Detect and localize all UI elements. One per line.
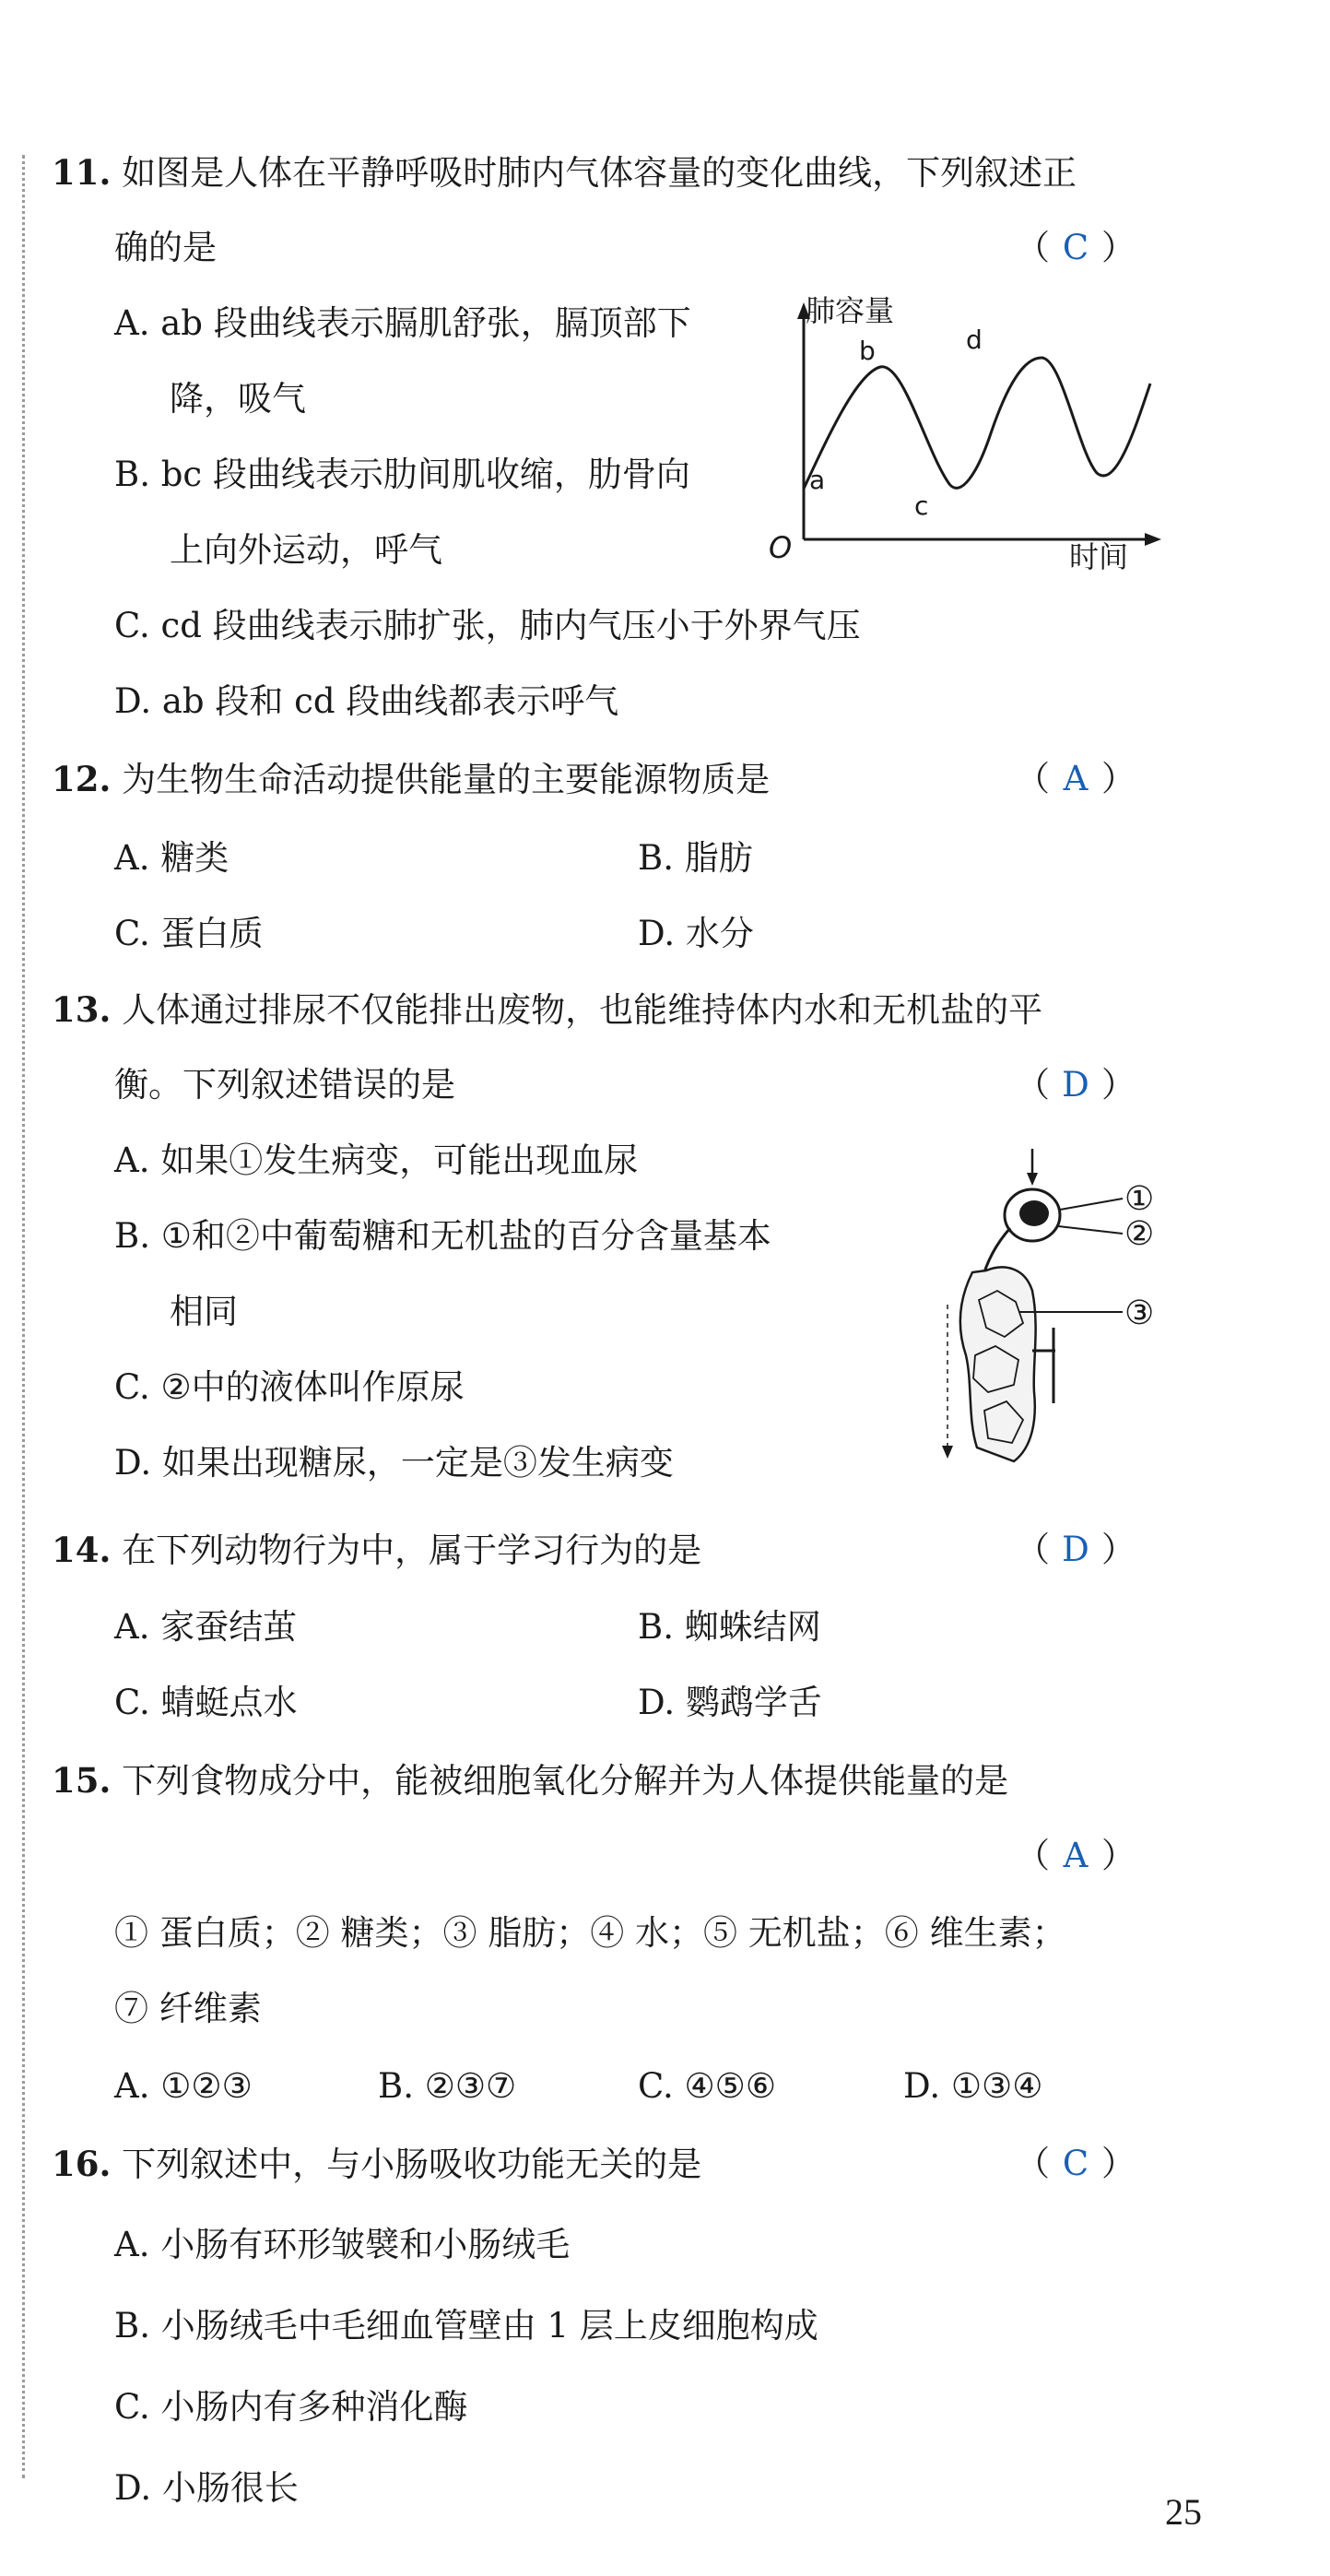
q15-answer-blank: （ A ） — [1016, 1833, 1136, 1879]
q13-option-b-line-1: B. ①和②中葡萄糖和无机盐的百分含量基本 — [114, 1216, 771, 1256]
q15-items-line-2: ⑦ 纤维素 — [114, 1989, 262, 2028]
q11-answer-blank: （ C ） — [1016, 225, 1136, 271]
q14-option-d: D. 鹦鹉学舌 — [638, 1683, 822, 1722]
glomerulus — [1019, 1200, 1049, 1226]
q12-stem-line-1: 12. 为生物生命活动提供能量的主要能源物质是 — [52, 759, 771, 799]
q12-option-d: D. 水分 — [638, 914, 754, 953]
q11-option-a-line-2: 降，吸气 — [170, 379, 306, 419]
q16-number: 16. — [52, 2144, 112, 2184]
q11-stem-text-1: 如图是人体在平静呼吸时肺内气体容量的变化曲线，下列叙述正 — [122, 153, 1077, 193]
label-2-leader — [1058, 1226, 1123, 1234]
q13-option-b-line-2: 相同 — [170, 1292, 238, 1331]
q15-option-c: C. ④⑤⑥ — [638, 2066, 777, 2106]
label-1: ① — [1124, 1180, 1155, 1218]
q11-stem-line-1 — [52, 149, 1077, 196]
point-a-label: a — [809, 465, 826, 495]
q14-option-a: A. 家蚕结茧 — [114, 1607, 298, 1647]
q13-option-c: C. ②中的液体叫作原尿 — [114, 1367, 465, 1407]
lung-volume-curve — [804, 358, 1150, 489]
q14-answer-blank: （ D ） — [1016, 1527, 1136, 1573]
x-axis-label: 时间 — [1069, 539, 1129, 574]
q14-option-b: B. 蜘蛛结网 — [638, 1607, 821, 1647]
q11-option-a-line-1: A. ab 段曲线表示膈肌舒张，膈顶部下 — [114, 303, 691, 343]
q12-option-c: C. 蛋白质 — [114, 914, 264, 953]
q16-answer: C — [1062, 2144, 1089, 2183]
binding-margin-line — [22, 155, 25, 2478]
q11-option-d: D. ab 段和 cd 段曲线都表示呼气 — [114, 681, 619, 721]
point-c-label: c — [914, 490, 929, 521]
q16-option-c: C. 小肠内有多种消化酶 — [114, 2387, 468, 2427]
q14-stem-line-1: 14. 在下列动物行为中，属于学习行为的是 — [52, 1530, 702, 1570]
q13-stem-line-2: 衡。下列叙述错误的是 — [114, 1065, 455, 1105]
q13-option-a: A. 如果①发生病变，可能出现血尿 — [114, 1140, 639, 1180]
y-axis-label: 肺容量 — [806, 295, 895, 328]
q15-answer: A — [1063, 1836, 1089, 1875]
label-2: ② — [1124, 1215, 1155, 1253]
q13-option-d: D. 如果出现糖尿，一定是③发生病变 — [114, 1443, 674, 1483]
q14-option-c: C. 蜻蜓点水 — [114, 1683, 298, 1722]
q16-answer-blank: （ C ） — [1016, 2141, 1136, 2187]
x-axis-arrow — [1145, 533, 1161, 546]
q15-stem-line-1: 15. 下列食物成分中，能被细胞氧化分解并为人体提供能量的是 — [52, 1760, 1009, 1801]
q13-answer: D — [1062, 1065, 1089, 1105]
lung-volume-curve-figure — [765, 295, 1171, 581]
q12-option-a: A. 糖类 — [114, 838, 230, 878]
q16-stem-line-1: 16. 下列叙述中，与小肠吸收功能无关的是 — [52, 2144, 702, 2184]
label-1-leader — [1060, 1199, 1123, 1210]
q11-option-c: C. cd 段曲线表示肺扩张，肺内气压小于外界气压 — [114, 606, 861, 645]
point-b-label: b — [859, 336, 876, 366]
q13-stem-line-1: 13. 人体通过排尿不仅能排出废物，也能维持体内水和无机盐的平 — [52, 989, 1043, 1030]
q15-option-a: A. ①②③ — [114, 2066, 253, 2106]
page-number: 25 — [1165, 2491, 1202, 2533]
q13-number: 13. — [52, 989, 112, 1030]
q12-answer: A — [1063, 759, 1089, 798]
q14-answer: D — [1062, 1530, 1089, 1569]
q16-option-d: D. 小肠很长 — [114, 2468, 299, 2508]
q14-number: 14. — [52, 1530, 112, 1570]
q15-items-line-1: ① 蛋白质；② 糖类；③ 脂肪；④ 水；⑤ 无机盐；⑥ 维生素； — [114, 1913, 1066, 1953]
q11-option-b-line-2: 上向外运动，呼气 — [170, 530, 442, 570]
q12-answer-blank: （ A ） — [1016, 756, 1136, 802]
q15-number: 15. — [52, 1760, 112, 1801]
nephron-diagram — [931, 1143, 1207, 1484]
q15-option-b: B. ②③⑦ — [378, 2066, 517, 2106]
q16-option-b: B. 小肠绒毛中毛细血管壁由 1 层上皮细胞构成 — [114, 2306, 818, 2346]
urine-flow-arrow — [942, 1446, 953, 1459]
q12-number: 12. — [52, 759, 112, 799]
afferent-arrow-head — [1027, 1173, 1038, 1186]
label-3: ③ — [1124, 1294, 1155, 1332]
origin-label: O — [769, 530, 793, 565]
q12-option-b: B. 脂肪 — [638, 838, 753, 878]
q11-option-b-line-1: B. bc 段曲线表示肋间肌收缩，肋骨向 — [114, 455, 690, 494]
q11-stem-line-2: 确的是 — [114, 228, 217, 267]
q13-answer-blank: （ D ） — [1016, 1062, 1136, 1108]
q15-option-d: D. ①③④ — [903, 2066, 1043, 2106]
point-d-label: d — [966, 325, 983, 355]
q11-number: 11. — [52, 152, 112, 193]
capillary-network — [960, 1267, 1036, 1461]
q11-answer: C — [1062, 228, 1089, 267]
q16-option-a: A. 小肠有环形皱襞和小肠绒毛 — [114, 2225, 571, 2264]
